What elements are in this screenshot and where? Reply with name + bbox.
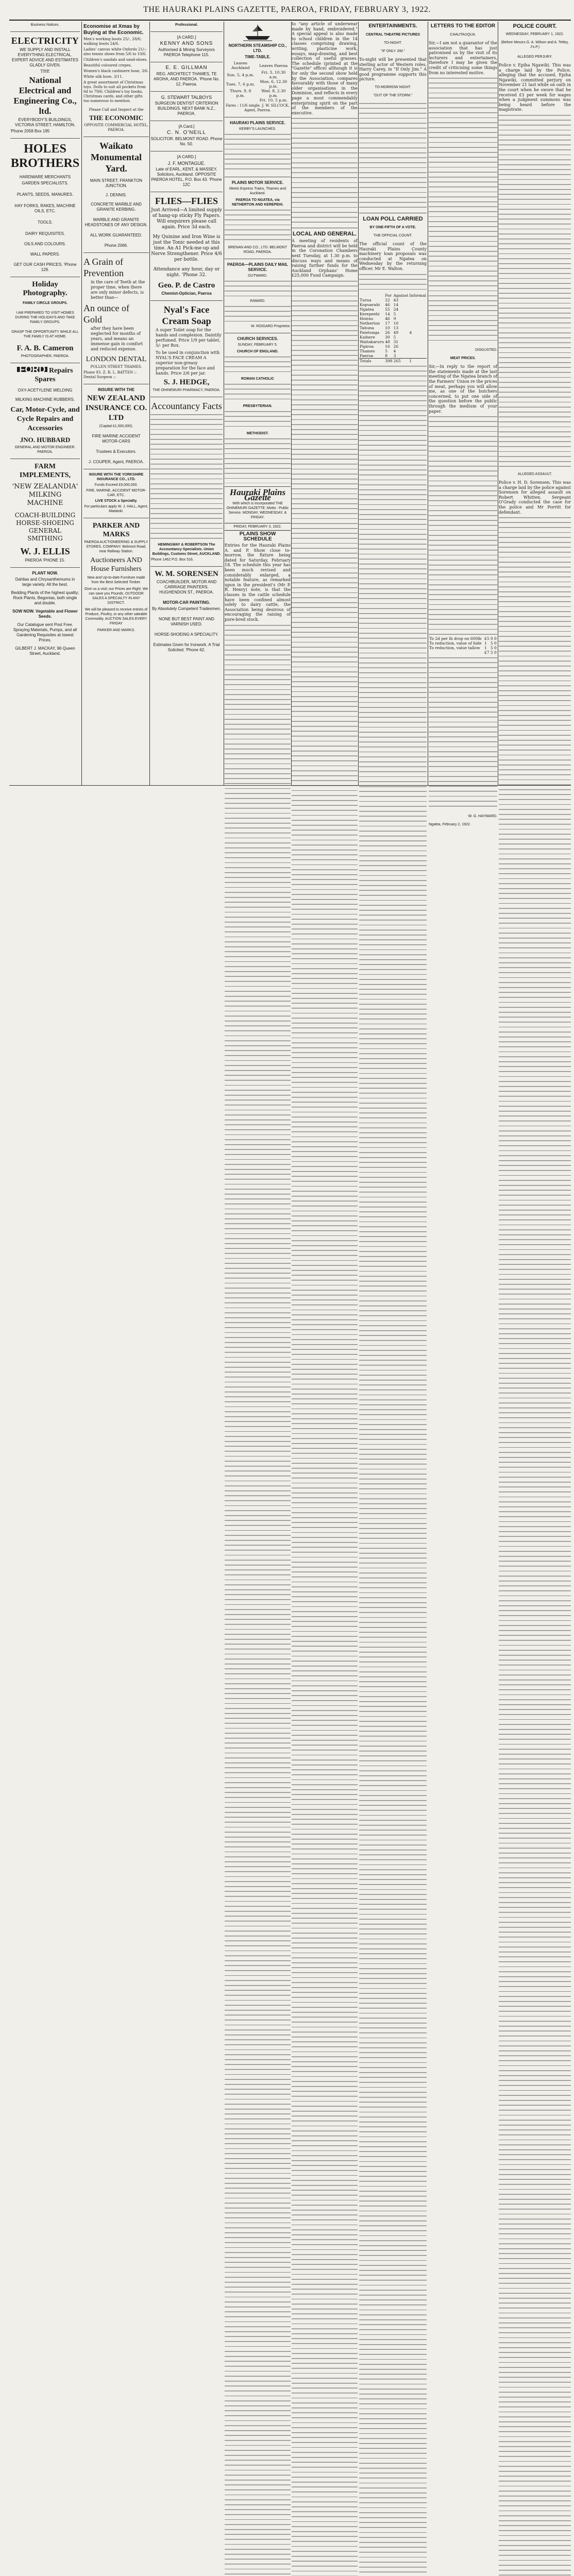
gazette-subtitle: With which is incorporated THE OHINEMURI GAZETTE. Motto : Public Service. MONDAY, WEDNESDAY, & FRIDAY. xyxy=(225,501,291,520)
ad-heading: Nyal's Face Cream Soap xyxy=(150,304,223,327)
ad-heading: 'NEW ZEALANDIA' MILKING MACHINE xyxy=(10,483,80,507)
subsection-heading: "IF ONLY JIM." xyxy=(359,49,427,54)
hauraki-plains-service xyxy=(225,117,291,177)
ad-text: HEMINGWAY & ROBERTSON The Accountancy Specialists. Union Buildings, Customs Street, AUCKLAND. xyxy=(150,543,223,556)
ad-subheading: FAMILY CIRCLE GROUPS. xyxy=(10,301,80,306)
article-body-continued xyxy=(359,364,427,2576)
ad-text: Meets Express Trains, Thames and Auckland. xyxy=(225,187,291,196)
ford-repairs-ad xyxy=(10,363,80,459)
ad-text: WE SUPPLY AND INSTALL EVERYTHING ELECTRICAL. EXPERT ADVICE AND ESTIMATES GLADLY GIVEN. xyxy=(10,47,80,68)
ad-text: SURGEON DENTIST CRITERION BUILDINGS. NEXT BANK N.Z., PAEROA. xyxy=(150,101,223,116)
gazette-editorial xyxy=(225,487,291,2576)
table-row: Kaihere 30 5 xyxy=(359,335,427,340)
ad-name: Geo. P. de Castro xyxy=(150,281,223,290)
ad-text: Dahlias and Chrysanthemums in large variety. All the best. xyxy=(10,577,80,587)
ad-text: Trustees & Executors. xyxy=(83,449,149,454)
steamship-icon xyxy=(242,24,273,42)
ad-item: Beautiful coloured crepes. xyxy=(83,63,149,68)
case-heading: ALLEGED ASSAULT. xyxy=(499,472,571,477)
masthead: THE HAURAKI PLAINS GAZETTE, PAEROA, FRIDAY, FEBRUARY 3, 1922. xyxy=(0,0,574,20)
section-label: Professional. xyxy=(150,23,223,27)
ad-text: Give us a visit; our Prices are Right. We can save you Pounds. OUTDOOR SALES A SPECIALTY IN ANY DISTRICT. xyxy=(83,587,149,605)
ad-heading: A Grain of Prevention xyxy=(83,256,149,279)
yorkshire-insurance-ad xyxy=(83,469,149,518)
ad-heading: PLAINS MOTOR SERVICE. xyxy=(225,180,291,185)
table-total-row: £7 5 0 xyxy=(429,650,497,655)
ad-text: Just Arrived—A limited supply of hang-up sticky Fly Papers. Will enquirers please call again. Price 3d each. xyxy=(150,208,223,230)
ad-text: SOW NOW. Vegetable and Flower Seeds. xyxy=(10,609,80,619)
ad-name: C. N. O'NEILL xyxy=(150,130,223,135)
column-economic xyxy=(83,21,149,785)
talboys-card xyxy=(150,92,223,121)
table-header xyxy=(359,293,384,298)
ad-heading: Auctioneers AND House Furnishers xyxy=(83,556,149,573)
ad-subheading: TIME-TABLE. xyxy=(225,55,291,60)
article-body-continued xyxy=(359,101,427,210)
section-label: Business Notices. xyxy=(10,23,80,27)
ad-item: TOOLS. xyxy=(10,220,80,225)
ad-phone: 'Phone 1462 P.O. Box 516. xyxy=(150,557,223,562)
issue-date: FRIDAY, FEBRUARY 3, 1922. xyxy=(225,523,291,531)
timetable-body xyxy=(225,304,291,323)
ad-text: Fares : 11/6 single. J. W. SILCOCK, Agent, Paeroa. xyxy=(225,104,291,113)
ad-name: J. F. MONTAGUE. xyxy=(150,161,223,166)
ad-item: Children's sandals and sand-shoes. xyxy=(83,58,149,62)
ad-subheading: ROMAN CATHOLIC xyxy=(225,377,291,381)
article-body: A meeting of residents of Paeroa and district will be held in the Coronation Chambers next Tuesday, at 1.30 p.m. to discuss ways and means of raising further funds for the Auckland Orphans' Home £25,000 Fund Campaign. xyxy=(292,239,358,278)
ad-text: MILKING MACHINE RUBBERS. xyxy=(10,397,80,402)
article-body: Entries for the Hauraki Plains A. and P. Show close to-morrow, the fixture being dated for Saturday, February 18. The schedule this year has been much revised and considerably enlarged, a notable feature, as remarked upon in the president's (Mr P. R. Henry) note, is that the classes in the cattle schedule have been confined almost solely to dairy cattle, the Association being desirous of encouraging the raising of pure-bred stock. xyxy=(225,543,291,622)
economic-ad xyxy=(83,21,149,137)
ad-item: J. DENNIS. xyxy=(83,193,149,198)
ad-item: White silk hose, 3/11. xyxy=(83,75,149,79)
column-professional xyxy=(150,21,223,785)
kenny-sons-card xyxy=(150,32,223,62)
ad-text: [A CARD.] xyxy=(150,155,223,160)
subsection-heading: TO-MORROW NIGHT. xyxy=(359,85,427,90)
ad-item: HAY FORKS, RAKES, MACHINE OILS, ETC. xyxy=(10,204,80,214)
ad-text: THE xyxy=(10,69,80,74)
letter-dateline: Ngatea, February 2, 1922. xyxy=(429,822,497,827)
gazette-title: Hauraki Plains Gazette xyxy=(225,490,291,500)
article-subheading: BY ONE-FIFTH OF A VOTE. xyxy=(359,225,427,230)
column-rule xyxy=(149,22,150,785)
ad-heading: Accountancy Facts xyxy=(150,400,223,412)
article-body-continued xyxy=(359,273,427,293)
ad-text: Estimates Given for Ironwork. A Trial Solicited. 'Phone 62. xyxy=(150,642,223,653)
ad-heading: HOLES BROTHERS xyxy=(10,142,80,171)
ad-subheading: PAEROA TO NGATEA, via NETHERTON AND KEREPEHI. xyxy=(225,198,291,207)
farm-implements-ad xyxy=(10,459,80,568)
ad-text: Chemist-Optician, Paeroa xyxy=(150,291,223,296)
section-heading: POLICE COURT. xyxy=(499,24,571,29)
service-list xyxy=(225,355,291,376)
table-row: Paeroa 8 3 xyxy=(359,353,427,359)
ad-text: after they have been neglected for months of years, and means an immense gain in comfort and reduced expense. xyxy=(83,326,149,352)
service-list xyxy=(225,382,291,403)
ad-item: Women's black cashmere hose, 3/6. xyxy=(83,69,149,74)
ad-heading: Economise at Xmas by Buying at the Economic. xyxy=(83,24,149,36)
ad-text: Attendance any hour, day or night. 'Phone 32. xyxy=(150,267,223,278)
ad-heading: CHURCH SERVICES. xyxy=(225,336,291,342)
court-bench: (Before Messrs G. A. Wilson and A. Tetley, J's.P.) xyxy=(499,40,571,49)
ad-text: New and Up-to-date Furniture made from the Best Selected Timber. xyxy=(83,575,149,585)
ad-text: INSURE WITH THE xyxy=(83,387,149,393)
table-row: Kerepeehi 14 5 xyxy=(359,312,427,316)
table-header: Informal xyxy=(409,293,427,298)
article-body-continued xyxy=(292,116,358,225)
ford-logo: FORD xyxy=(17,367,47,372)
ad-text: FIRE, MARINE, ACCIDENT MOTOR-CAR, ETC. xyxy=(83,488,149,498)
ad-subheading: PRESBYTERIAN. xyxy=(225,404,291,409)
ad-text: A super Toilet soap for the hands and complexion. Daintily perfumed. Price 1/9 per tablet, 5/- per Box. xyxy=(150,328,223,348)
ad-item: MAIN STREET, FRANKTON JUNCTION. xyxy=(83,178,149,189)
nyal-soap-ad xyxy=(150,301,223,397)
case-heading: ALLEGED PERJURY. xyxy=(499,55,571,59)
text-body xyxy=(150,413,223,541)
ad-heading: Waikato Monumental Yard. xyxy=(83,140,149,174)
ad-heading: COACH-BUILDING HORSE-SHOEING GENERAL SMITHING xyxy=(10,512,80,543)
ad-text: W. ROIGARD Proprietor. xyxy=(225,324,291,329)
table-row: Fri. 10, 5 p.m. xyxy=(225,98,291,103)
table-row: Waitakaruru 48 31 xyxy=(359,340,427,344)
ad-name: W. J. ELLIS xyxy=(10,546,80,557)
column-rule xyxy=(81,22,82,785)
ad-text: THE OHINEMURI PHARMACY, PAEROA. xyxy=(150,388,223,393)
letter-heading: MEAT PRICES. xyxy=(429,356,497,361)
article-body: to "any article of underwear made by hand, embroidered." A special appeal is also made to school children in the 14 classes comprising drawing, writing, plasticine work, essays, map-drawing, and best collection of useful grasses. The schedule (printed at the "Gazette" office) although it is for only the second show held by the Association, compares favourably with those of many older organisations in the Dominion, and reflects in every page a most commendably enterprising spirit on the part of the members of the executive. xyxy=(292,22,358,115)
ad-text: Bedding Plants of the highest quality; Rock Plants, Begonias, both single and double. xyxy=(10,590,80,606)
ad-text: HORSE-SHOEING A SPECIALITY. xyxy=(150,632,223,637)
article-heading: LOCAL AND GENERAL. xyxy=(292,228,358,236)
case-body-continued xyxy=(499,516,571,2576)
letter-heading: CHAUTAUQUA. xyxy=(429,32,497,37)
gillman-card xyxy=(150,62,223,92)
subsection-heading: "OUT OF THE STORM." xyxy=(359,93,427,98)
ad-item: A great assortment of Christmas toys. Dolls to suit all pockets from 6d to 79/6; Children's toy books, Christmas cards, and other gifts too numerous to mention. xyxy=(83,80,149,104)
column-letters xyxy=(429,21,497,785)
table-row: Kopuarahi 46 14 xyxy=(359,302,427,307)
ad-heading: Car, Motor-Cycle, and Cycle Repairs and Accessories xyxy=(10,405,80,433)
ad-text: My Quinine and Iron Wine is just the Tonic needed at this time. An A1 Pick-me-up and Nerve Strengthener. Price 4/6 per bottle. xyxy=(150,234,223,263)
company-name: National Electrical and Engineering Co., ltd. xyxy=(10,75,80,116)
ad-text: POLLEN STREET THAMES. xyxy=(83,365,149,369)
mail-service xyxy=(225,259,291,333)
ad-text: EVERYBODY'S BUILDINGS, VICTORIA STREET, HAMILTON. xyxy=(10,117,80,128)
case-body: Police v. H. D. Sorensen. This was a charge laid by the police against Sorensen for alleged assault on Robert Whitten. Sergeant O'Grady conducted the case for the police and Mr Porritt for defendant. xyxy=(499,480,571,515)
ad-text: FIRE MARINE ACCIDENT MOTOR-CARS xyxy=(83,434,149,444)
article-body: To-night will be presented that sterling actor of Western roles, Harry Carey, in "If Only Jim." A good programme supports this picture. xyxy=(359,57,427,82)
ad-text: To be used in conjunction with NYAL'S FACE CREAM A superior non-greasy preparation for the face and hands. Price 2/6 per jar. xyxy=(150,350,223,376)
ad-text: OXY-ACETYLENE WELDING xyxy=(10,388,80,393)
ad-subheading: CHURCH OF ENGLAND. xyxy=(225,349,291,354)
table-header: For xyxy=(384,293,393,298)
timetable-body xyxy=(225,208,291,244)
ad-text: Authorised & Mining Surveyors PAEROA Telephone 115. xyxy=(150,47,223,58)
column-police-court xyxy=(499,21,571,785)
ad-heading: INSURE WITH THE YORKSHIRE INSURANCE CO., LTD. xyxy=(83,472,149,482)
table-row: Tahuna 10 13 xyxy=(359,326,427,330)
letter-signature: DISGUSTED. xyxy=(429,348,497,352)
ad-name: KENNY AND SONS xyxy=(150,41,223,46)
ad-text: SOLICITOR. BELMONT ROAD. Phone No. 50. xyxy=(150,137,223,147)
article-heading: LOAN POLL CARRIED xyxy=(359,213,427,222)
ad-name: W. M. SORENSEN xyxy=(150,570,223,579)
timetable-body xyxy=(225,132,291,174)
ad-text: We will be pleased to receive entries of Produce, Poultry, or any other saleable Commodity. AUCTION SALES EVERY FRIDAY xyxy=(83,607,149,626)
case-body-continued xyxy=(499,113,571,469)
table-row: Pipiroa 16 26 xyxy=(359,344,427,349)
ad-item: GARDEN SPECIALISTS. xyxy=(10,181,80,186)
court-date: WEDNESDAY, FEBRUARY 1, 1922. xyxy=(499,32,571,37)
ad-text: GRASP THE OPPORTUNITY WHILE ALL THE FAMILY IS AT HOME. xyxy=(10,330,80,339)
subsection-heading: CENTRAL THEATRE PICTURES xyxy=(359,32,427,37)
ad-item: MARBLE AND GRANITE HEADSTONES OF ANY DESIGN. xyxy=(83,217,149,228)
mackay-seeds-ad xyxy=(10,568,80,660)
column-rule xyxy=(358,22,359,785)
table-header: Leaves Paeroa xyxy=(257,61,291,70)
waikato-monumental-ad xyxy=(83,137,149,253)
montague-card xyxy=(150,151,223,192)
letter-body: Sir,—I am not a guarantor of the association that has just patronised us by the visit of its lecturers and entertainers, therefore I may be given the credit of criticising some things from no interested motive. xyxy=(429,41,497,75)
ad-text: Our Catalogue sent Post Free. Spraying Materials, Pumps, and all Gardening Requisites at lowest Prices. xyxy=(10,622,80,643)
ad-text: [A Card.] xyxy=(150,124,223,129)
nz-insurance-ad xyxy=(83,384,149,469)
letter-body-continued xyxy=(429,415,497,636)
ad-text: LIVE STOCK a Specialty. xyxy=(83,499,149,503)
letter-signature: W. G. HAYWARD. xyxy=(429,814,497,819)
ship-timetable xyxy=(225,61,291,103)
ad-heading: ELECTRICITY xyxy=(10,35,80,46)
ad-item: DAIRY REQUISITES. xyxy=(10,231,80,236)
article-body-continued xyxy=(225,623,291,2576)
table-row: Hoirau 46 9 xyxy=(359,316,427,321)
ad-heading: Repairs Spares xyxy=(35,367,73,383)
ad-text: NONE BUT BEST PAINT AND VARNISH USED. xyxy=(150,617,223,627)
timetable-body xyxy=(225,279,291,298)
ad-item: GET OUR CASH PRICES. 'Phone 129. xyxy=(10,262,80,273)
service-list xyxy=(225,437,291,483)
ad-text: Please Call and Inspect at the xyxy=(83,108,149,112)
column-entertainments xyxy=(359,21,427,785)
article-subheading: THE OFFICIAL COUNT. xyxy=(359,233,427,238)
parker-marks-ad xyxy=(83,518,149,637)
ad-text: COACHBUILDER, MOTOR AND CARRIAGE PAINTERS. HUGHENDON ST., PAEROA. xyxy=(150,580,223,595)
table-row: Ngatea 55 24 xyxy=(359,307,427,312)
ad-text: Late of EARL, KENT, & MASSEY, Solicitors, Auckland. OPPOSITE PAEROA HOTEL, P.O. Box 43. 'Phone 12C xyxy=(150,167,223,188)
table-header: Against xyxy=(393,293,409,298)
ad-item: Men's working boots 25/-, 28/6; walking boots 24/6. xyxy=(83,37,149,46)
table-row: To reduction, value tallow 1 5 0 xyxy=(429,646,497,650)
ad-item: ALL WORK GUARANTEED. xyxy=(83,233,149,238)
ad-text: By Absolutely Competent Tradesmen. xyxy=(150,606,223,612)
ad-item: PLANTS, SEEDS, MANURES. xyxy=(10,192,80,197)
section-heading: ENTERTAINMENTS. xyxy=(359,24,427,29)
ad-name: S. J. HEDGE, xyxy=(150,378,223,387)
meat-prices-table xyxy=(429,636,497,655)
ad-subheading: KERBY'S LAUNCHES. xyxy=(225,127,291,131)
photography-ad xyxy=(10,277,80,363)
ad-item: HARDWARE MERCHANTS xyxy=(10,175,80,180)
ad-text: Funds Exceed £9,000,000. xyxy=(83,483,149,487)
table-row: Tues. 7, 6 p.m. Mon. 6, 12.30 p.m. xyxy=(225,79,291,89)
ad-item: WALL PAPERS. xyxy=(10,252,80,257)
ad-heading: HAURAKI PLAINS SERVICE. xyxy=(225,121,291,126)
steamship-timetable xyxy=(225,21,291,117)
letter-body: Sir,—In reply to the report of the statements made at the last meeting of the Ngatea branch of the Farmers' Union re the prices of meat, perhaps you will allow me, as one of the butchers concerned, to put one side of the question before the public through the medium of your paper. xyxy=(429,364,497,414)
ad-text: MOTOR-CAR PAINTING. xyxy=(150,600,223,605)
sorensen-ad xyxy=(150,567,223,657)
column-local-news xyxy=(292,21,358,785)
ad-heading: Holiday Photography. xyxy=(10,280,80,298)
section-heading: LETTERS TO THE EDITOR xyxy=(429,24,497,29)
ad-heading: NORTHERN STEAMSHIP CO., LTD. xyxy=(225,43,291,54)
ad-subheading: OUTWARD. xyxy=(225,274,291,278)
accountancy-ad xyxy=(150,397,223,567)
article-body-continued xyxy=(292,279,358,2576)
ad-text: I AM PREPARED TO VISIT HOMES DURING THE HOLIDAYS AND TAKE FAMILY GROUPS. xyxy=(10,311,80,325)
ad-text: REG. ARCHITECT THAMES, TE AROHA, AND PAEROA. 'Phone No. 12, Paeroa. xyxy=(150,72,223,87)
ad-item: CONCRETE MARBLE AND GRANITE KERBING. xyxy=(83,202,149,212)
electricity-ad xyxy=(10,32,80,139)
article-heading: PLAINS SHOW SCHEDULE xyxy=(225,532,291,542)
ad-subheading: INWARD. xyxy=(225,299,291,303)
ad-text: PAEROA 'PHONE 15. xyxy=(10,558,80,563)
poll-results-table xyxy=(359,293,427,363)
subsection-heading: TO-NIGHT. xyxy=(359,41,427,45)
london-dental-ad xyxy=(83,253,149,384)
article-body: The official count of the Hauraki Plains County machinery loan proposals was conducted at Ngatea on Wednesday by the returning officer, Mr E. Walton. xyxy=(359,242,427,272)
ad-heading: An ounce of Gold xyxy=(83,302,149,325)
ad-text: BRENAN AND CO., LTD. BELMONT ROAD, PAEROA. xyxy=(225,245,291,255)
ad-text: OPPOSITE COMMERCIAL HOTEL, PAEROA. xyxy=(83,123,149,132)
column-business-notices xyxy=(10,21,80,785)
ad-text: Phone 93. Z. R. L. BATTEN :: Dental Surgeon :: xyxy=(83,370,149,380)
ad-name: LONDON DENTAL xyxy=(83,355,149,364)
holes-brothers-ad xyxy=(10,139,80,277)
ad-name: PARKER AND MARKS xyxy=(83,521,149,539)
table-row: Thames 5 4 xyxy=(359,349,427,353)
ad-text: For particulars apply W. J. HALL, Agent, Matatoki. xyxy=(83,504,149,514)
ad-text: in the care of Teeth at the proper time, when there are only minor defects, is better than— xyxy=(83,280,149,300)
plains-motor-service xyxy=(225,177,291,259)
ad-text: [A CARD.] xyxy=(150,35,223,40)
newspaper-page xyxy=(0,0,574,788)
column-services xyxy=(225,21,291,785)
bottom-rule xyxy=(9,785,571,786)
ad-subheading: METHODIST. xyxy=(225,431,291,436)
ad-name: THE ECONOMIC xyxy=(83,113,149,122)
flies-ad xyxy=(150,192,223,301)
ad-text: J. COUPER, Agent, PAEROA. xyxy=(83,460,149,465)
ad-heading: PLANT NOW. xyxy=(10,571,80,576)
ad-name: JNO. HUBBARD xyxy=(10,435,80,444)
ad-item: OILS AND COLOURS. xyxy=(10,242,80,247)
table-row: Thurs. 9, 8 p.m. Wed. 8, 2.30 p.m. xyxy=(225,89,291,98)
ad-phone: 'Phone 2058 Box 195 xyxy=(10,129,80,134)
ad-name: E. E. GILLMAN xyxy=(150,65,223,71)
table-row: To reduction, value of hide 1 5 0 xyxy=(429,641,497,646)
service-list xyxy=(225,410,291,430)
table-row: Patetonga 26 49 4 xyxy=(359,330,427,335)
ad-name: G. STEWART TALBOYS xyxy=(150,95,223,100)
case-body: Police v. Epiha Ngawiki. This was a charge laid by the Police, alleging that the accused, Epiha Ngawiki, committed perjury on November 21 last while on oath in the court when he swore that he received £3 per week for wages when a judgment summons was being heard before the magistrate. xyxy=(499,63,571,112)
ad-item: Phone 2066. xyxy=(83,243,149,248)
ad-text: GENERAL AND MOTOR ENGINEER. PAEROA. xyxy=(10,445,80,454)
table-header: Leaves Auckland xyxy=(225,61,257,70)
table-row: Sun. 5, 4 p.m. Fri. 3, 10.30 a.m. xyxy=(225,70,291,79)
ad-heading: FLIES—FLIES xyxy=(150,195,223,207)
table-row: Netherton 17 10 xyxy=(359,321,427,326)
letter-body-continued xyxy=(429,656,497,810)
ad-text: (Capital £1,500,000). xyxy=(83,424,149,429)
letter-body-continued xyxy=(429,76,497,344)
ad-name: F. A. B. Cameron xyxy=(10,344,80,353)
ad-text: PARKER AND MARKS. xyxy=(83,628,149,633)
ad-heading: FARM IMPLEMENTS, xyxy=(10,462,80,480)
ad-subheading: SUNDAY, FEBRUARY 5. xyxy=(225,343,291,347)
ad-text: PAEROA AUCTIONEERING & SUPPLY STORES, COMPANY. Belmont Road, near Railway Station. xyxy=(83,540,149,554)
table-total-row: Totals 398 265 1 xyxy=(359,358,427,363)
ad-text: PHOTOGRAPHER, PAEROA. xyxy=(10,354,80,359)
table-row: Turua 22 43 xyxy=(359,298,427,302)
ad-heading: PAEROA—PLAINS DAILY MAIL SERVICE. xyxy=(225,262,291,273)
table-row: To 2d per lb drop on 600lb £5 0 0 xyxy=(429,636,497,641)
ad-text: GILBERT J. MACKAY, 96 Queen Street, Auckland. xyxy=(10,646,80,656)
oneill-card xyxy=(150,121,223,151)
church-services xyxy=(225,333,291,487)
ad-name: NEW ZEALAND INSURANCE CO. LTD xyxy=(83,394,149,423)
ad-item: Ladies' canvas white Oxfords 21/-; also tennis shoes from 5/6 to 10/6. xyxy=(83,47,149,57)
